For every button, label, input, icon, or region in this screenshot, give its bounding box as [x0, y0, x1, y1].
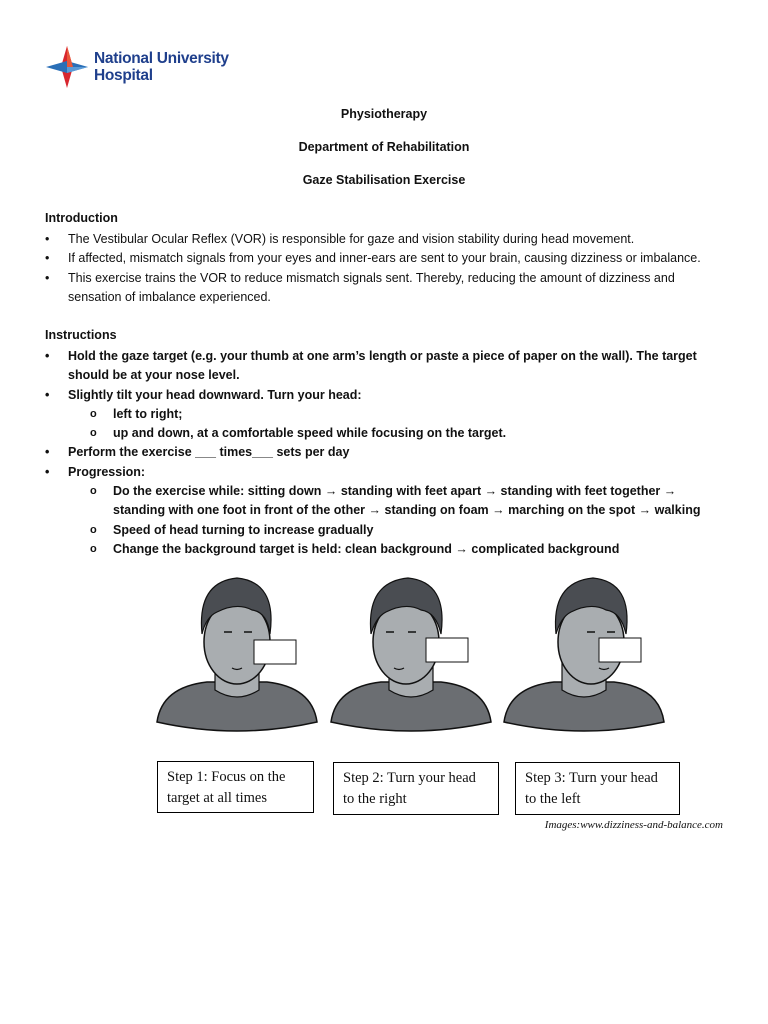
head-illustration-left	[499, 572, 669, 744]
doc-title: Gaze Stabilisation Exercise	[302, 173, 466, 187]
step-1-caption: Step 1: Focus on the target at all times	[157, 761, 314, 813]
sub-list-item: o up and down, at a comfortable speed while focusing on the target.	[90, 424, 725, 443]
bullet-icon: •	[45, 349, 50, 363]
bullet-icon: •	[45, 251, 50, 266]
circle-bullet-icon: o	[90, 485, 97, 498]
list-item: • Hold the gaze target (e.g. your thumb at one arm’s length or paste a piece of paper on the wall). The target should be at your nose level.	[45, 349, 697, 383]
circle-bullet-icon: o	[90, 542, 97, 555]
sub-list-item: o left to right;	[90, 405, 725, 424]
sub-list-item: o Speed of head turning to increase gradually	[90, 521, 725, 540]
logo-line-1: National University	[94, 50, 229, 67]
intro-list	[45, 230, 725, 307]
hospital-logo	[44, 42, 234, 90]
bullet-icon: •	[45, 387, 50, 402]
logo-line-2: Hospital	[94, 67, 153, 84]
bullet-icon: •	[45, 445, 50, 460]
list-item: • Perform the exercise ___ times___ sets per day	[45, 443, 725, 462]
list-item: • This exercise trains the VOR to reduce mismatch signals sent. Thereby, reducing the amount of dizziness and sensation of imbalance experienced.	[45, 270, 675, 304]
circle-bullet-icon: o	[90, 427, 97, 440]
doc-heading-department: Department of Rehabilitation	[298, 140, 470, 154]
intro-title: Introduction	[45, 211, 118, 225]
sub-list-item: o Change the background target is held: clean background → complicated background	[90, 540, 725, 559]
logo-text	[94, 50, 229, 84]
head-illustration-front	[152, 572, 322, 744]
doc-heading-physiotherapy: Physiotherapy	[340, 107, 428, 121]
circle-bullet-icon: o	[90, 407, 97, 420]
circle-bullet-icon: o	[90, 523, 97, 536]
step-3-caption: Step 3: Turn your head to the left	[515, 762, 680, 815]
image-credit: Images:www.dizziness-and-balance.com	[544, 819, 723, 831]
step-2-caption: Step 2: Turn your head to the right	[333, 762, 499, 815]
bullet-icon: •	[45, 270, 50, 285]
head-illustration-right	[326, 572, 496, 744]
bullet-icon: •	[45, 232, 50, 246]
logo-cross-icon	[44, 44, 90, 90]
list-item: • Progression:	[45, 463, 725, 482]
list-item: • If affected, mismatch signals from your eyes and inner-ears are sent to your brain, causing dizziness or imbalance.	[45, 249, 725, 268]
bullet-icon: •	[45, 464, 50, 479]
instructions-list	[45, 347, 725, 559]
list-item: • The Vestibular Ocular Reflex (VOR) is responsible for gaze and vision stability during head movement.	[45, 230, 725, 249]
list-item: • Slightly tilt your head downward. Turn your head:	[45, 386, 725, 405]
sub-list-item: o Do the exercise while: sitting down → standing with feet apart → standing with feet together → standing with one foot in front of the other → standing on foam → marching on the spot → walking	[90, 484, 701, 518]
instructions-title: Instructions	[45, 328, 117, 342]
